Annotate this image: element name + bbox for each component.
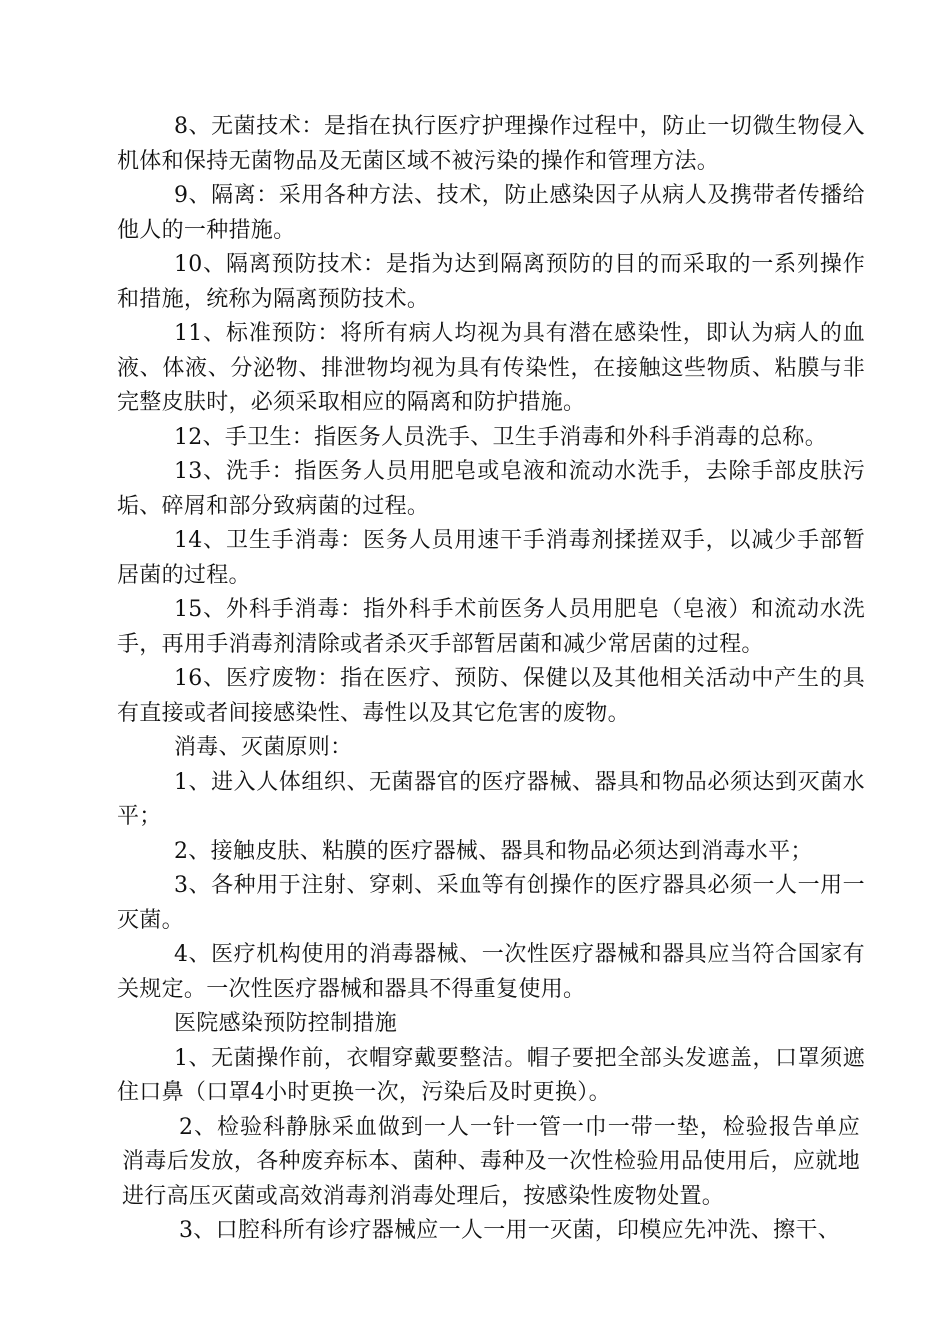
paragraph-principle-2: 2、接触皮肤、粘膜的医疗器械、器具和物品必须达到消毒水平； [174, 838, 813, 864]
paragraph-control-1: 1、无菌操作前，衣帽穿戴要整洁。帽子要把全部头发遮盖，口罩须遮住口鼻（口罩4小时更换一次，污染后及时更换）。 [117, 1045, 865, 1105]
paragraph-control-3: 3、口腔科所有诊疗器械应一人一用一灭菌，印模应先冲洗、擦干、 [179, 1218, 840, 1243]
paragraph-principle-3: 3、各种用于注射、穿刺、采血等有创操作的医疗器具必须一人一用一灭菌。 [117, 873, 865, 933]
paragraph-hand-hygiene: 12、手卫生：指医务人员洗手、卫生手消毒和外科手消毒的总称。 [174, 424, 827, 450]
paragraph-aseptic-technique: 8、无菌技术：是指在执行医疗护理操作过程中，防止一切微生物侵入机体和保持无菌物品及无菌区域不被污染的操作和管理方法。 [117, 114, 865, 174]
document-body [117, 110, 865, 1249]
section-heading-infection-control: 医院感染预防控制措施 [174, 1011, 398, 1036]
paragraph-standard-prevention: 11、标准预防：将所有病人均视为具有潜在感染性，即认为病人的血液、体液、分泌物、排泄物均视为具有传染性，在接触这些物质、粘膜与非完整皮肤时，必须采取相应的隔离和防护措施。 [117, 321, 865, 415]
paragraph-control-2: 2、检验科静脉采血做到一人一针一管一巾一带一垫，检验报告单应消毒后发放，各种废弃标本、菌种、毒种及一次性检验用品使用后，应就地进行高压灭菌或高效消毒剂消毒处理后，按感染性废物处置。 [122, 1114, 860, 1209]
paragraph-surgical-hand-disinfection: 15、外科手消毒：指外科手术前医务人员用肥皂（皂液）和流动水洗手，再用手消毒剂清除或者杀灭手部暂居菌和减少常居菌的过程。 [117, 597, 865, 657]
paragraph-isolation: 9、隔离：采用各种方法、技术，防止感染因子从病人及携带者传播给他人的一种措施。 [117, 183, 865, 243]
paragraph-hand-washing: 13、洗手：指医务人员用肥皂或皂液和流动水洗手，去除手部皮肤污垢、碎屑和部分致病菌的过程。 [117, 459, 865, 519]
paragraph-principle-1: 1、进入人体组织、无菌器官的医疗器械、器具和物品必须达到灭菌水平； [117, 769, 865, 829]
paragraph-hand-disinfection: 14、卫生手消毒：医务人员用速干手消毒剂揉搓双手，以减少手部暂居菌的过程。 [117, 528, 865, 588]
paragraph-isolation-prevention: 10、隔离预防技术：是指为达到隔离预防的目的而采取的一系列操作和措施，统称为隔离预防技术。 [117, 252, 865, 312]
section-heading-disinfection-principles: 消毒、灭菌原则： [174, 735, 353, 760]
paragraph-principle-4: 4、医疗机构使用的消毒器械、一次性医疗器械和器具应当符合国家有关规定。一次性医疗器械和器具不得重复使用。 [117, 942, 865, 1002]
paragraph-medical-waste: 16、医疗废物：指在医疗、预防、保健以及其他相关活动中产生的具有直接或者间接感染性、毒性以及其它危害的废物。 [117, 666, 865, 726]
